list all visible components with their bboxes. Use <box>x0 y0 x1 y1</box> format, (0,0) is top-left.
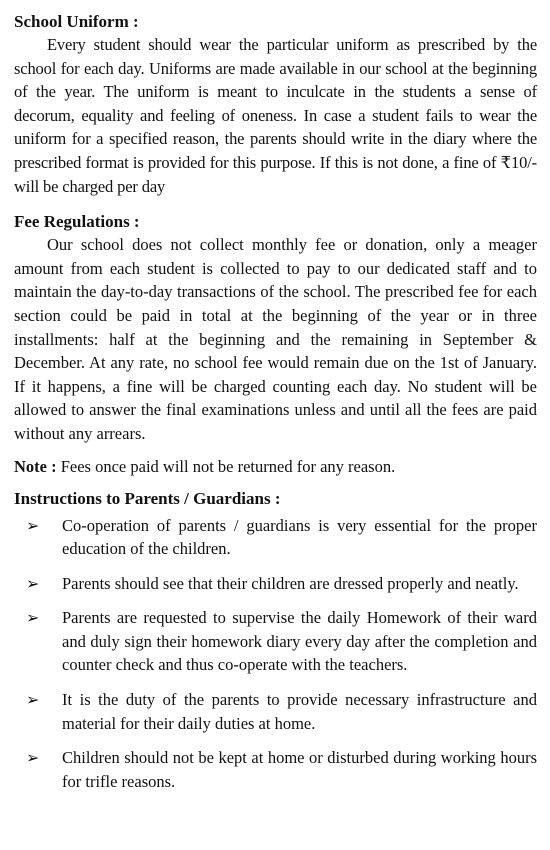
instruction-item <box>14 688 537 735</box>
instruction-text: Parents should see that their children are dressed properly and neatly. <box>62 573 519 593</box>
instruction-item <box>14 606 537 677</box>
note-line <box>14 455 537 478</box>
arrowhead-bullet-icon: ➢ <box>26 690 40 710</box>
instruction-text: It is the duty of the parents to provide necessary infrastructure and material for their daily duties at home. <box>62 690 537 733</box>
school-uniform-paragraph: Every student should wear the particular uniform as prescribed by the school for each day. Uniforms are made available in our school at the beginning of the year. The uniform is meant to inculcate in the students a sense of decorum, equality and feeling of oneness. In case a student fails to wear the uniform for a specified reason, the parents should write in the diary where the prescribed format is provided for this purpose. If this is not done, a fine of ₹10/- will be charged per day <box>14 35 537 196</box>
instructions-list <box>14 514 537 794</box>
section-gap <box>14 198 537 210</box>
arrowhead-bullet-icon: ➢ <box>26 515 40 535</box>
fee-regulations-section <box>14 210 537 445</box>
instructions-heading: Instructions to Parents / Guardians : <box>14 488 281 508</box>
school-uniform-heading: School Uniform : <box>14 12 139 31</box>
section-gap <box>14 446 537 455</box>
fee-regulations-paragraph: Our school does not collect monthly fee or donation, only a meager amount from each student is collected to pay to our dedicated staff and to maintain the day-to-day transactions of the school. The prescribed fee for each section could be paid in total at the beginning of the year or in three installments: half at the beginning and the remaining in September & December. At any rate, no school fee would remain due on the 1st of January. If it happens, a fine will be charged counting each day. No student will be allowed to answer the final examinations unless and until all the fees are paid without any arrears. <box>14 235 537 443</box>
school-uniform-section <box>14 10 537 198</box>
instructions-section <box>14 487 537 794</box>
arrowhead-bullet-icon: ➢ <box>26 573 40 593</box>
note-label: Note : <box>14 456 57 476</box>
section-gap <box>14 478 537 487</box>
note-text: Fees once paid will not be returned for any reason. <box>60 456 396 476</box>
instruction-item <box>14 514 537 561</box>
instruction-text: Co-operation of parents / guardians is very essential for the proper education of the children. <box>62 515 537 559</box>
instruction-text: Parents are requested to supervise the daily Homework of their ward and duly sign their homework diary every day after the completion and counter check and thus co-operate with the teachers. <box>62 608 537 675</box>
instruction-text: Children should not be kept at home or disturbed during working hours for trifle reasons. <box>62 748 537 791</box>
instruction-item <box>14 746 537 793</box>
arrowhead-bullet-icon: ➢ <box>26 608 40 628</box>
arrowhead-bullet-icon: ➢ <box>26 748 40 768</box>
instruction-item <box>14 572 537 596</box>
fee-regulations-heading: Fee Regulations : <box>14 212 140 232</box>
